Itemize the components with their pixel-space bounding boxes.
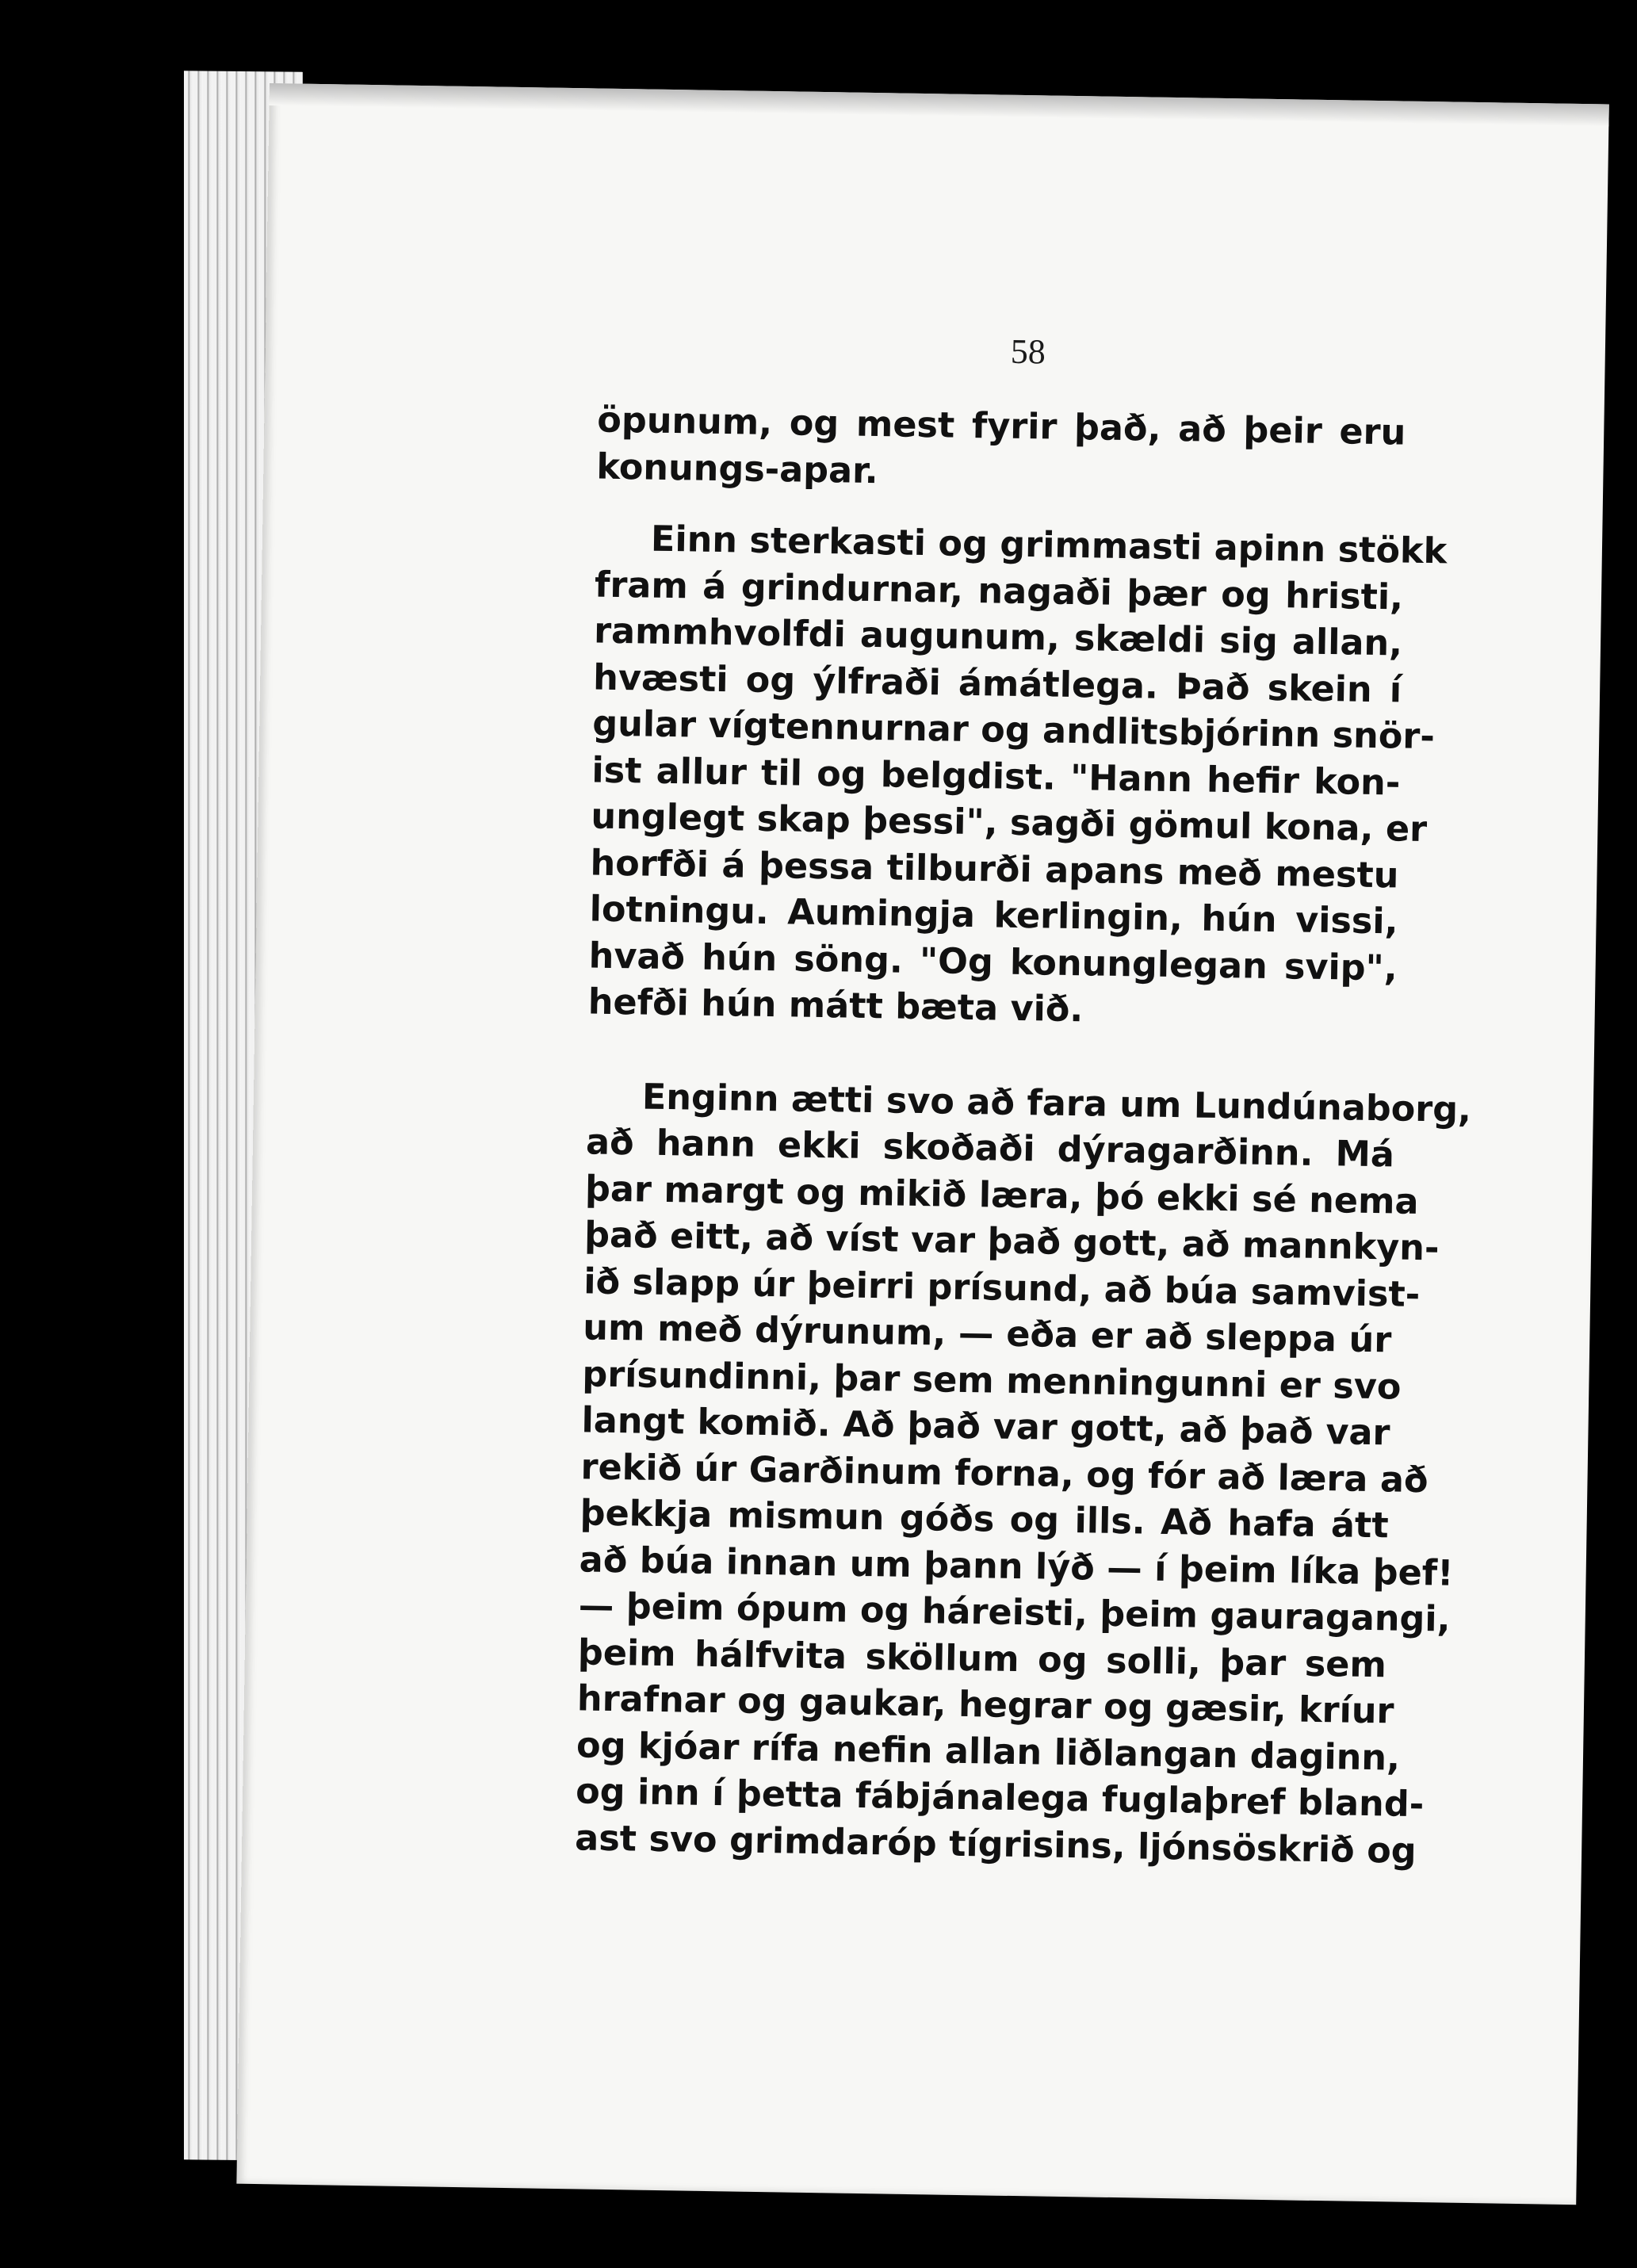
text-line: ist allur til og belgdist. "Hann hefir kon-: [591, 749, 1401, 804]
page-number: 58: [1010, 331, 1046, 372]
body-text: [574, 398, 1472, 1875]
text-line: það eitt, að víst var það gott, að mannkyn-: [583, 1214, 1440, 1269]
text-line: ast svo grimdaróp tígrisins, ljónsöskrið og: [574, 1817, 1417, 1872]
page-top-shadow: [270, 83, 1609, 127]
text-line: gular vígtennurnar og andlitsbjórinn snör-: [591, 703, 1436, 758]
text-line: lotningu. Aumingja kerlingin, hún vissi,: [589, 889, 1398, 943]
text-line: um með dýrunum, — eða er að sleppa úr: [582, 1307, 1392, 1361]
book-page: [236, 83, 1608, 2205]
text-line: horfði á þessa tilburði apans með mestu: [590, 842, 1399, 896]
text-line: þeim hálfvita sköllum og solli, þar sem: [577, 1631, 1387, 1685]
text-line: þar margt og mikið læra, þó ekki sé nema: [584, 1168, 1419, 1222]
text-line: langt komið. Að það var gott, að það var: [581, 1400, 1390, 1454]
text-line: hefði hún mátt bæta við.: [587, 981, 1084, 1031]
text-line: þekkja mismun góðs og ills. Að hafa átt: [579, 1493, 1389, 1547]
text-line: fram á grindurnar, nagaði þær og hristi,: [594, 564, 1404, 618]
text-line: að hann ekki skoðaði dýragarðinn. Má: [585, 1122, 1395, 1176]
text-line: Enginn ætti svo að fara um Lundúnaborg,: [641, 1077, 1472, 1130]
text-line: prísundinni, þar sem menningunni er svo: [582, 1353, 1402, 1408]
text-line: rammhvolfdi augunum, skældi sig allan,: [593, 610, 1403, 664]
text-line: rekið úr Garðinum forna, og fór að læra að: [580, 1446, 1429, 1501]
text-line: og kjóar rífa nefin allan liðlangan daginn,: [576, 1724, 1401, 1779]
text-line: konungs-apar.: [596, 446, 879, 491]
text-line: og inn í þetta fábjánalega fuglaþref bland-: [575, 1771, 1425, 1826]
text-line: hvað hún söng. "Og konunglegan svip",: [588, 935, 1398, 989]
text-line: hvæsti og ýlfraði ámátlega. Það skein í: [592, 657, 1402, 711]
text-line: hrafnar og gaukar, hegrar og gæsir, kríur: [576, 1678, 1394, 1732]
text-line: Einn sterkasti og grimmasti apinn stökk: [650, 518, 1448, 572]
text-line: að búa innan um þann lýð — í þeim líka þef!: [579, 1539, 1454, 1594]
text-line: ið slapp úr þeirri prísund, að búa samvist-: [583, 1260, 1421, 1315]
text-line: — þeim ópum og háreisti, þeim gauragangi,: [578, 1585, 1451, 1640]
text-line: unglegt skap þessi", sagði gömul kona, er: [591, 796, 1428, 851]
text-line: öpunum, og mest fyrir það, að þeir eru: [596, 400, 1406, 453]
